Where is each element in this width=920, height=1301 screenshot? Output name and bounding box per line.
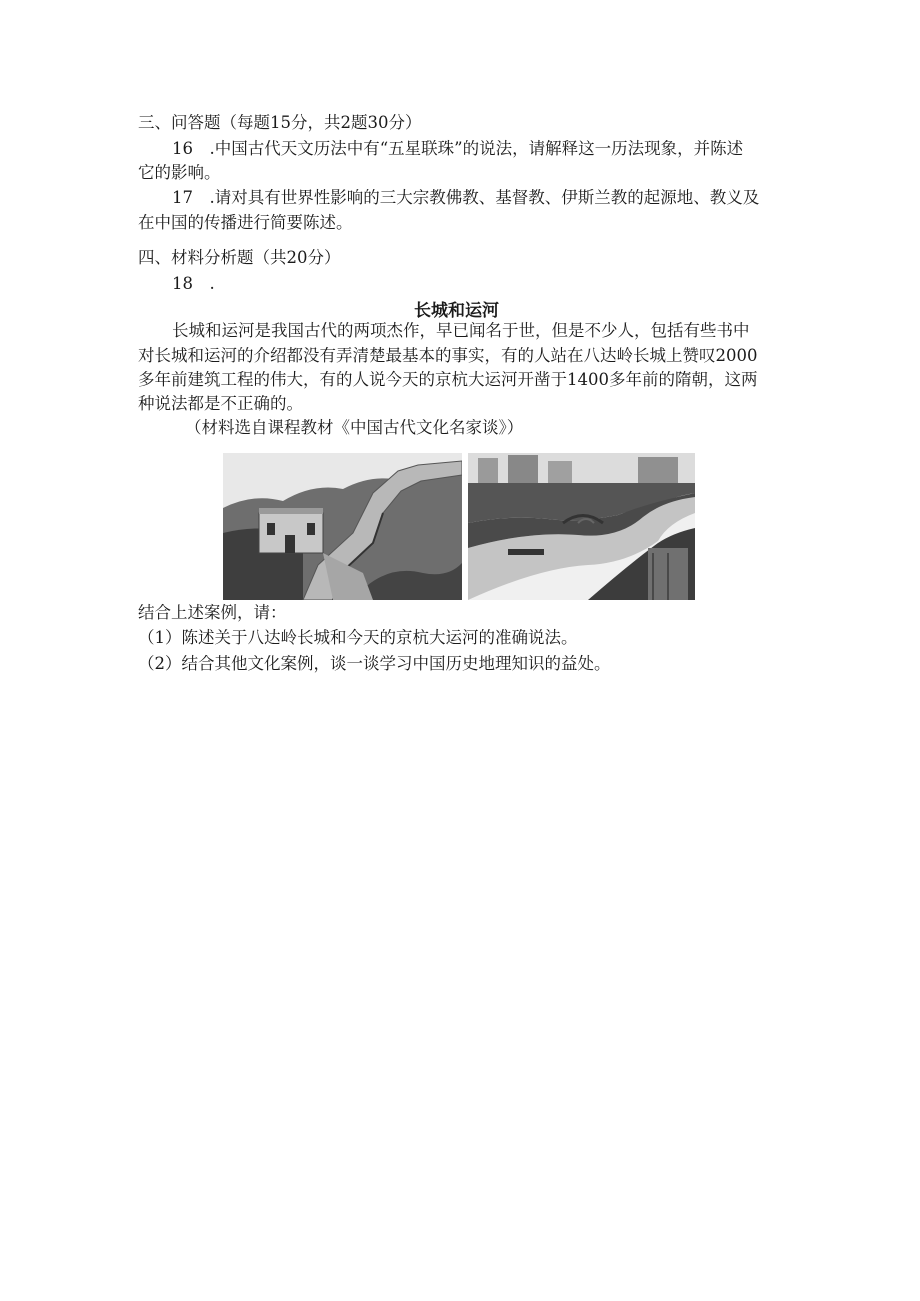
question-17-line1: 17 .请对具有世界性影响的三大宗教佛教、基督教、伊斯兰教的起源地、教义及: [172, 188, 760, 207]
material-line-3: 多年前建筑工程的伟大，有的人说今天的京杭大运河开凿于1400多年前的隋朝，这两: [138, 370, 758, 389]
section3-heading: 三、问答题（每题15分，共2题30分）: [138, 113, 422, 132]
sub-question-2: （2）结合其他文化案例，谈一谈学习中国历史地理知识的益处。: [138, 654, 611, 673]
question-16-line1: 16 .中国古代天文历法中有“五星联珠”的说法，请解释这一历法现象，并陈述: [172, 139, 744, 158]
question-18-label: 18 .: [172, 274, 215, 293]
analysis-prompt: 结合上述案例，请：: [138, 603, 287, 622]
question-17-line2: 在中国的传播进行简要陈述。: [138, 213, 353, 232]
material-line-4: 种说法都是不正确的。: [138, 394, 303, 413]
material-source: （材料选自课程教材《中国古代文化名家谈》）: [185, 418, 524, 437]
great-wall-photo: [223, 453, 462, 600]
question-16-line2: 它的影响。: [138, 163, 221, 182]
grand-canal-photo: [468, 453, 695, 600]
sub-question-1: （1）陈述关于八达岭长城和今天的京杭大运河的准确说法。: [138, 628, 578, 647]
material-line-2: 对长城和运河的介绍都没有弄清楚最基本的事实，有的人站在八达岭长城上赞叹2000: [138, 346, 758, 365]
material-line-1: 长城和运河是我国古代的两项杰作，早已闻名于世，但是不少人，包括有些书中: [172, 321, 750, 340]
section4-heading: 四、材料分析题（共20分）: [138, 248, 341, 267]
material-title: 长城和运河: [414, 301, 499, 321]
